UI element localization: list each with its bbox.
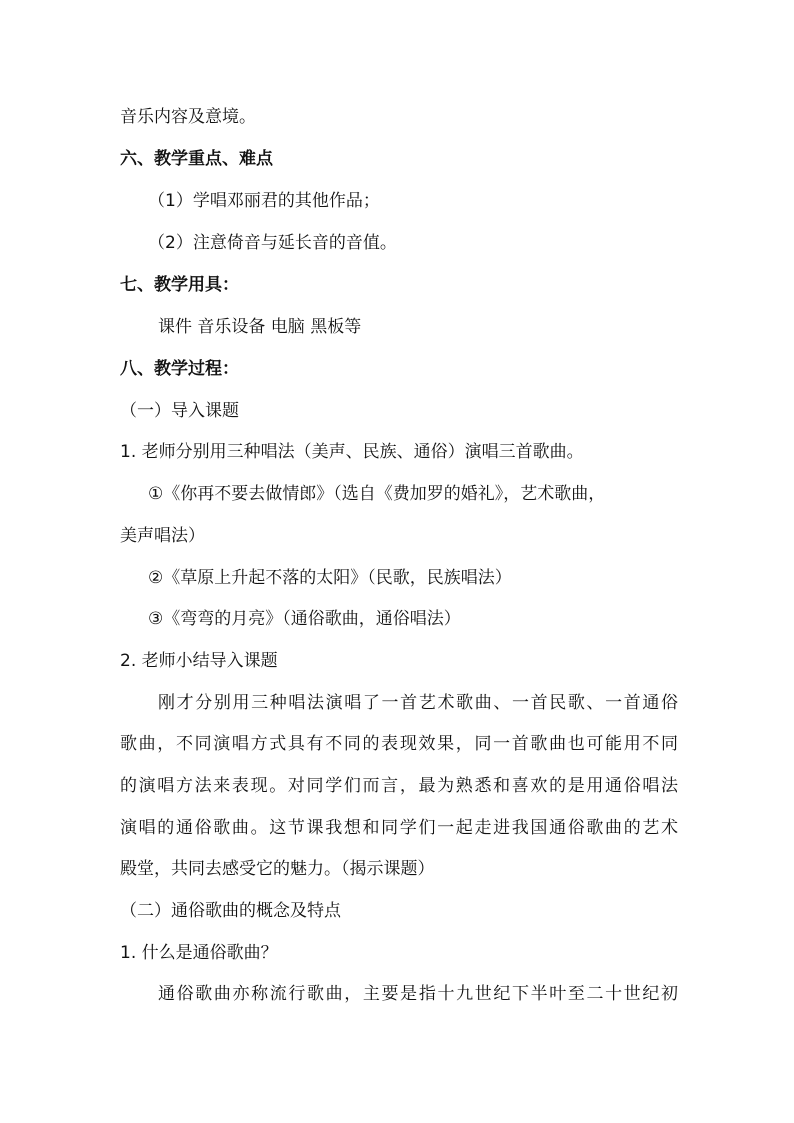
heading-teaching-tools: 七、教学用具： [120,275,239,295]
heading-teaching-process: 八、教学过程： [120,359,239,379]
paragraph-line-2: 歌曲，不同演唱方式具有不同的表现效果，同一首歌曲也可能用不同 [120,734,678,754]
list-item-song-1-cont: 美声唱法） [120,526,205,546]
list-item-what-is: 1. 什么是通俗歌曲？ [120,943,278,963]
list-item-song-2: ②《草原上升起不落的太阳》（民歌，民族唱法） [148,568,512,588]
paragraph-line-1: 刚才分别用三种唱法演唱了一首艺术歌曲、一首民歌、一首通俗 [158,693,678,713]
paragraph-line-3: 的演唱方法来表现。对同学们而言，最为熟悉和喜欢的是用通俗唱法 [120,776,678,796]
list-item-key-point-2: （2）注意倚音与延长音的音值。 [148,233,397,253]
list-item-song-1: ①《你再不要去做情郎》（选自《费加罗的婚礼》，艺术歌曲， [148,484,606,504]
paragraph-line-5: 殿堂，共同去感受它的魅力。（揭示课题） [120,859,435,879]
text-line-intro-end: 音乐内容及意境。 [120,107,256,127]
text-line-tools: 课件 音乐设备 电脑 黑板等 [158,317,362,337]
list-item-song-3: ③《弯弯的月亮》（通俗歌曲，通俗唱法） [148,609,461,629]
heading-key-points: 六、教学重点、难点 [120,149,273,169]
section-heading-concept: （二）通俗歌曲的概念及特点 [120,901,341,921]
list-item-key-point-1: （1）学唱邓丽君的其他作品； [148,191,380,211]
paragraph-line-4: 演唱的通俗歌曲。这节课我想和同学们一起走进我国通俗歌曲的艺术 [120,818,678,838]
section-heading-intro: （一）导入课题 [120,401,239,421]
paragraph-definition-line-1: 通俗歌曲亦称流行歌曲，主要是指十九世纪下半叶至二十世纪初 [158,984,678,1004]
list-item-step-2: 2. 老师小结导入课题 [120,651,278,671]
list-item-step-1: 1. 老师分别用三种唱法（美声、民族、通俗）演唱三首歌曲。 [120,442,584,462]
